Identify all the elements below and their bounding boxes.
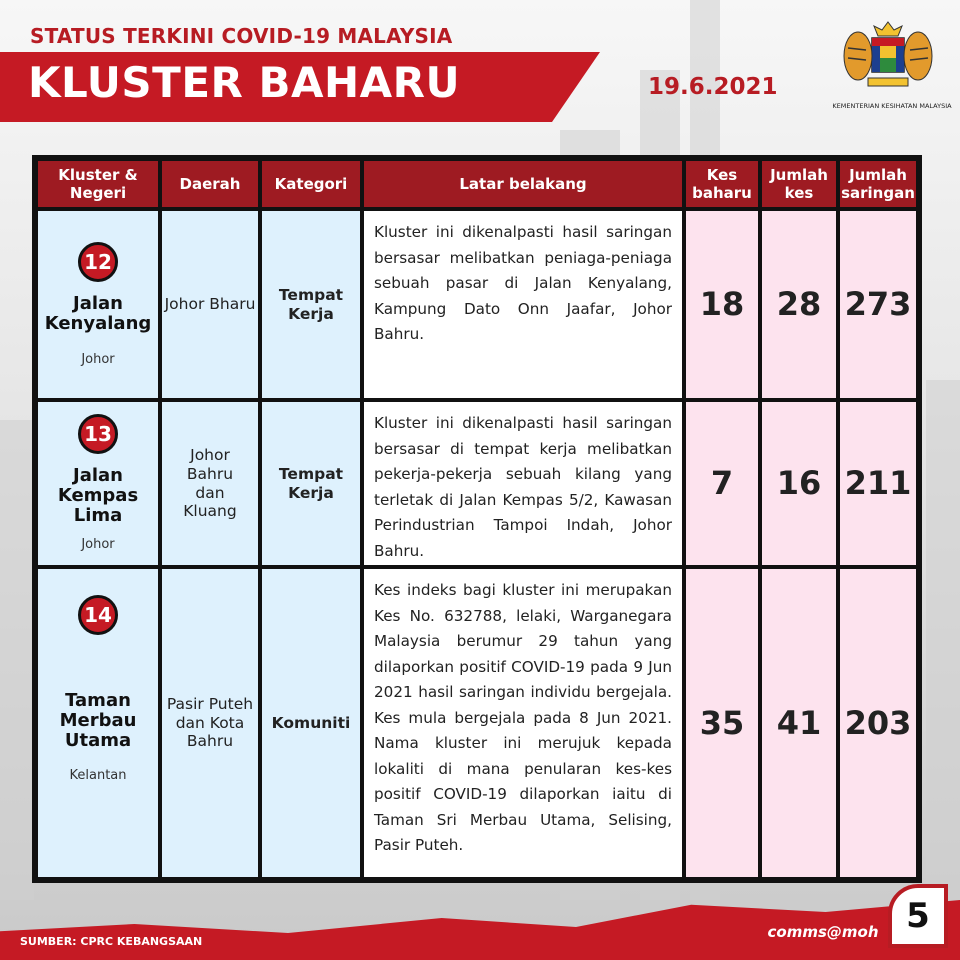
total-screening-cell — [840, 211, 916, 398]
column-header: Jumlah saringan — [840, 161, 916, 207]
page-title: KLUSTER BAHARU — [28, 58, 461, 107]
category-cell: Tempat Kerja — [262, 211, 360, 398]
column-header: Latar belakang — [364, 161, 682, 207]
table-row-cluster-cell — [38, 211, 158, 398]
cluster-number-badge: 13 — [78, 414, 118, 454]
new-cases-value: 35 — [699, 703, 745, 742]
total-cases-value: 41 — [776, 703, 822, 742]
cluster-number-badge: 12 — [78, 242, 118, 282]
new-cases-cell — [686, 211, 758, 398]
total-cases-cell — [762, 402, 836, 565]
category-cell: Tempat Kerja — [262, 402, 360, 565]
new-cases-value: 7 — [710, 464, 734, 503]
cluster-name: Jalan Kempas Lima — [57, 465, 139, 526]
new-cases-cell — [686, 402, 758, 565]
comms-handle: comms@moh — [764, 918, 882, 946]
total-cases-value: 28 — [776, 285, 822, 324]
background-cell: Kluster ini dikenalpasti hasil saringan bersasar melibatkan peniaga-peniaga sebuah pasar di Jalan Kenyalang, Kampung Dato Onn Jaafar, Johor Bahru. — [364, 211, 682, 398]
district-cell: Johor Bahru dan Kluang — [162, 402, 258, 565]
cluster-table — [32, 155, 922, 883]
report-date: 19.6.2021 — [648, 74, 778, 100]
table-row-cluster-cell — [38, 569, 158, 877]
column-header: Kluster & Negeri — [38, 161, 158, 207]
district-cell: Johor Bharu — [162, 211, 258, 398]
total-cases-cell — [762, 211, 836, 398]
total-screening-value: 203 — [844, 703, 912, 742]
cluster-state: Johor — [81, 537, 115, 553]
cluster-number-badge: 14 — [78, 595, 118, 635]
cluster-state: Johor — [81, 351, 115, 367]
table-row-cluster-cell — [38, 402, 158, 565]
total-screening-value: 273 — [844, 285, 912, 324]
column-header: Daerah — [162, 161, 258, 207]
new-cases-cell — [686, 569, 758, 877]
total-screening-value: 211 — [844, 464, 912, 503]
cluster-name: Jalan Kenyalang — [44, 292, 152, 334]
column-header: Kes baharu — [686, 161, 758, 207]
column-header: Jumlah kes — [762, 161, 836, 207]
header-subtitle: STATUS TERKINI COVID-19 MALAYSIA — [30, 24, 453, 48]
cluster-state: Kelantan — [69, 768, 127, 784]
malaysia-crest-icon — [838, 14, 938, 96]
page-number: 5 — [888, 884, 948, 948]
background-cell: Kluster ini dikenalpasti hasil saringan bersasar di tempat kerja melibatkan pekerja-pekerja sebuah kilang yang terletak di Jalan Kempas 5/2, Kawasan Perindustrian Tampoi Indah, Johor Bahru. — [364, 402, 682, 565]
column-header: Kategori — [262, 161, 360, 207]
district-cell: Pasir Puteh dan Kota Bahru — [162, 569, 258, 877]
ministry-name: KEMENTERIAN KESIHATAN MALAYSIA — [832, 102, 952, 110]
total-cases-value: 16 — [776, 464, 822, 503]
new-cases-value: 18 — [699, 285, 745, 324]
source-note: SUMBER: CPRC KEBANGSAAN — [20, 935, 203, 948]
total-screening-cell — [840, 569, 916, 877]
total-cases-cell — [762, 569, 836, 877]
background-cell: Kes indeks bagi kluster ini merupakan Kes No. 632788, lelaki, Warganegara Malaysia berumur 29 tahun yang dilaporkan positif COVID-19 pada 9 Jun 2021 hasil saringan individu bergejala. Kes mula bergejala pada 8 Jun 2021. Nama kluster ini merujuk kepada lokaliti di mana penularan kes-kes positif COVID-19 dilaporkan iaitu di Taman Sri Merbau Utama, Selising, Pasir Puteh. — [364, 569, 682, 877]
total-screening-cell — [840, 402, 916, 565]
cluster-name: Taman Merbau Utama — [59, 690, 137, 751]
category-cell: Komuniti — [262, 569, 360, 877]
